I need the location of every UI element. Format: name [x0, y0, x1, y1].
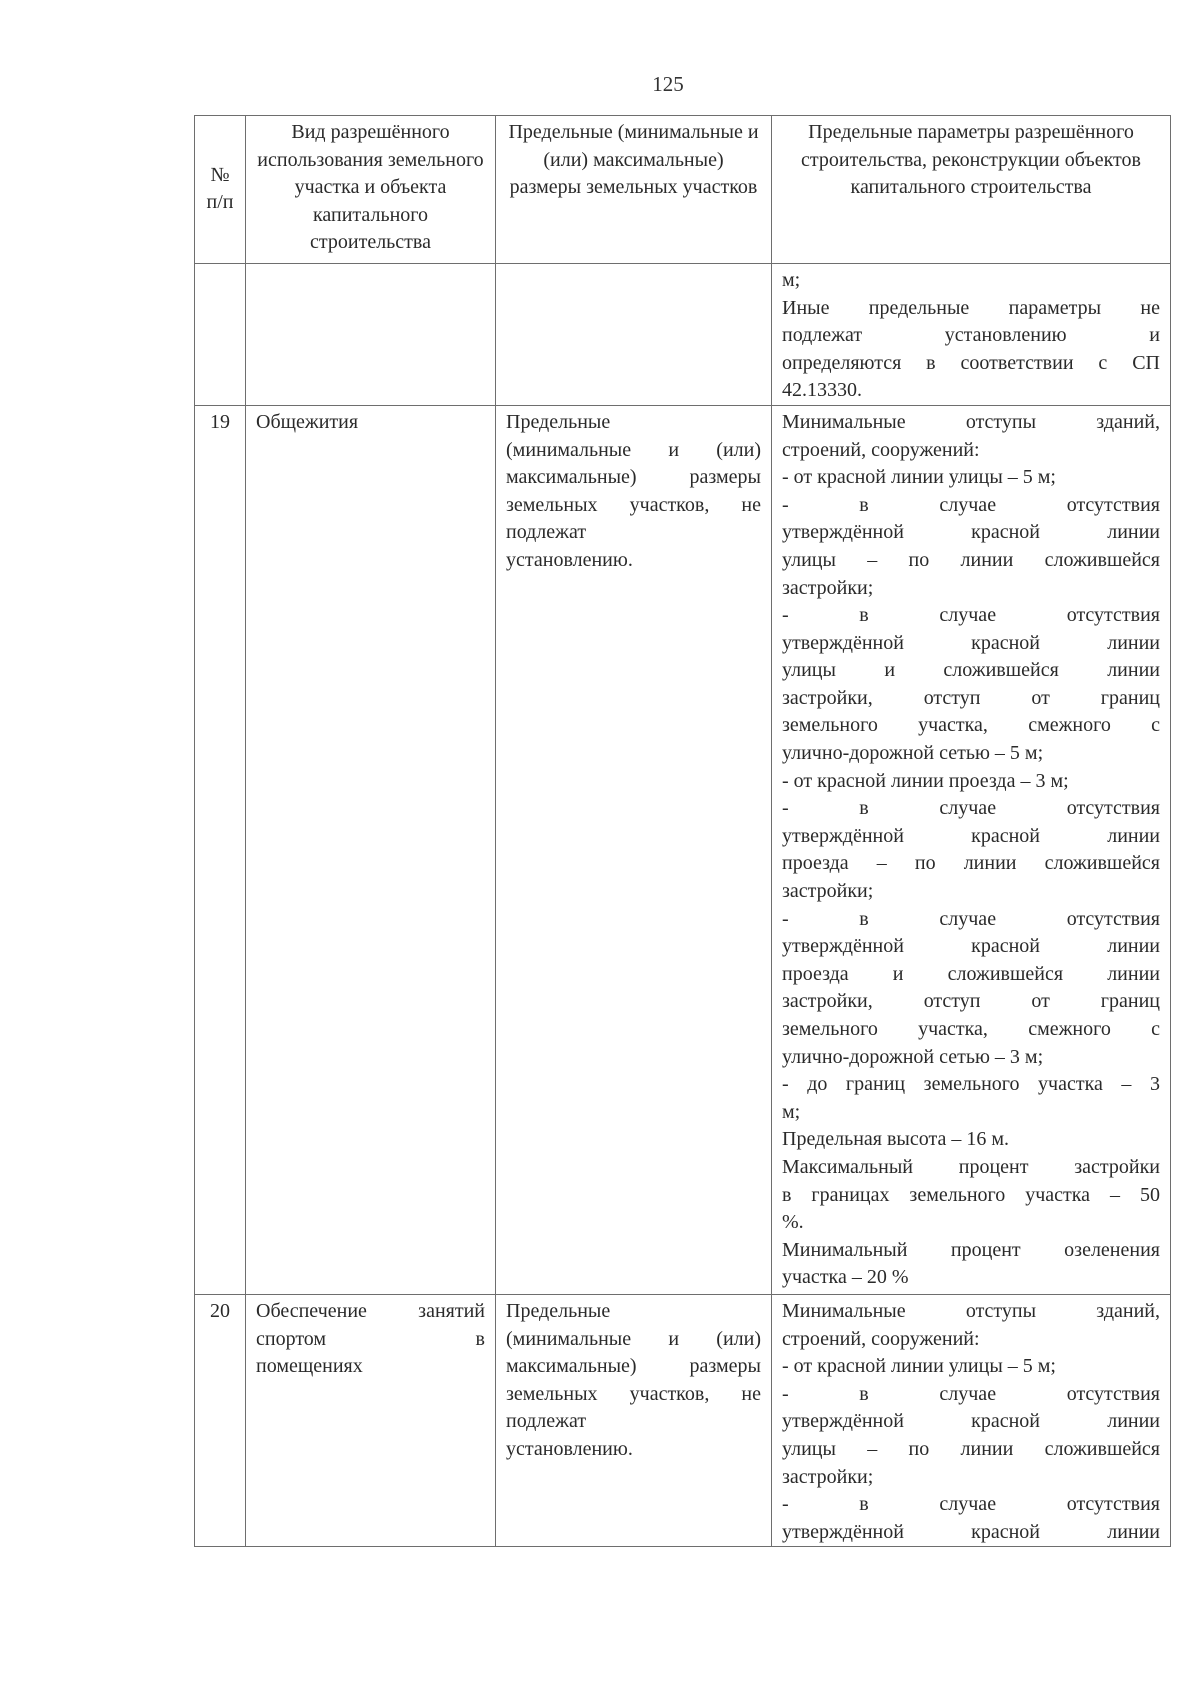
cell-text-line: (минимальные и (или)	[506, 1327, 761, 1350]
header-number-sign: №	[210, 163, 230, 186]
cell-text-line: застройки;	[782, 880, 874, 903]
cell-text-line: м;	[782, 1100, 801, 1123]
header-plot-sizes: Предельные (минимальные и (или) максимальные) размеры земельных участков	[496, 116, 772, 264]
cell-text-line: - в случае отсутствия	[782, 907, 1160, 930]
cell-text-line: - до границ земельного участка – 3	[782, 1073, 1160, 1096]
cell-text-line: м;	[782, 268, 801, 291]
table-row-continuation	[195, 263, 1171, 405]
cell-text-line: земельного участка, смежного с	[782, 714, 1160, 737]
cell-text-line: установлению.	[506, 1437, 633, 1460]
cell-text-line: Обеспечение занятий	[256, 1299, 485, 1322]
cell-text-line: улицы и сложившейся линии	[782, 659, 1160, 682]
cell-text-line: проезда – по линии сложившейся	[782, 852, 1160, 875]
page-number: 125	[652, 72, 684, 96]
cell-text-line: утверждённой красной линии	[782, 935, 1160, 958]
cell-number: 19	[195, 405, 246, 1294]
cell-text-line: утверждённой красной линии	[782, 1520, 1160, 1543]
cell-use-type: Общежития	[246, 405, 496, 1294]
cell-text-line: 42.13330.	[782, 379, 862, 402]
cell-text-line: утверждённой красной линии	[782, 521, 1160, 544]
cell-text-line: - в случае отсутствия	[782, 604, 1160, 627]
cell-text-line: - от красной линии улицы – 5 м;	[782, 466, 1056, 489]
cell-plot-sizes	[496, 405, 772, 1294]
cell-text-line: строений, сооружений:	[782, 1327, 980, 1350]
cell-text-line: максимальные) размеры	[506, 466, 761, 489]
header-use-type: Вид разрешённого использования земельного участка и объекта капитального строительства	[246, 116, 496, 264]
cell-text-line: (минимальные и (или)	[506, 438, 761, 461]
cell-text-line: - в случае отсутствия	[782, 797, 1160, 820]
cell-text-line: Предельная высота – 16 м.	[782, 1128, 1010, 1151]
cell-text-line: подлежат	[506, 521, 587, 544]
header-number	[195, 116, 246, 264]
cell-text-line: застройки;	[782, 1465, 874, 1488]
cell-text-line: в границах земельного участка – 50	[782, 1183, 1160, 1206]
cell-text-line: улично-дорожной сетью – 5 м;	[782, 742, 1044, 765]
cell-text-line: застройки;	[782, 576, 874, 599]
cell-text-line: улицы – по линии сложившейся	[782, 548, 1160, 571]
cell-text-line: - от красной линии улицы – 5 м;	[782, 1355, 1056, 1378]
cell-text-line: %.	[782, 1211, 804, 1234]
cell-text-line: улично-дорожной сетью – 3 м;	[782, 1045, 1044, 1068]
header-number-abbr: п/п	[206, 191, 234, 214]
header-parameters: Предельные параметры разрешённого строительства, реконструкции объектов капитального строительства	[772, 116, 1171, 264]
cell-text-line: строений, сооружений:	[782, 438, 980, 461]
table-header-row	[195, 116, 1171, 264]
cell-text-line: максимальные) размеры	[506, 1355, 761, 1378]
cell-text-line: Минимальные отступы зданий,	[782, 410, 1160, 433]
cell-plot-sizes	[496, 263, 772, 405]
table-row-20	[195, 1294, 1171, 1546]
table-row-19	[195, 405, 1171, 1294]
cell-text-line: проезда и сложившейся линии	[782, 962, 1160, 985]
cell-parameters	[772, 405, 1171, 1294]
cell-text-line: земельных участков, не	[506, 1382, 761, 1405]
cell-text-line: улицы – по линии сложившейся	[782, 1437, 1160, 1460]
cell-text-line: Иные предельные параметры не	[782, 296, 1160, 319]
cell-number: 20	[195, 1294, 246, 1546]
cell-use-type	[246, 1294, 496, 1546]
cell-text-line: - в случае отсутствия	[782, 493, 1160, 516]
cell-text-line: Максимальный процент застройки	[782, 1155, 1160, 1178]
cell-text-line: земельного участка, смежного с	[782, 1018, 1160, 1040]
cell-number	[195, 263, 246, 405]
cell-parameters	[772, 1294, 1171, 1546]
cell-text-line: помещениях	[256, 1355, 363, 1378]
cell-text-line: утверждённой красной линии	[782, 631, 1160, 654]
cell-plot-sizes	[496, 1294, 772, 1546]
cell-text-line: Предельные	[506, 1299, 611, 1322]
cell-text-line: участка – 20 %	[782, 1266, 909, 1289]
cell-text-line: - в случае отсутствия	[782, 1493, 1160, 1516]
cell-use-type	[246, 263, 496, 405]
cell-text-line: Предельные	[506, 410, 611, 433]
cell-parameters	[772, 263, 1171, 405]
cell-text-line: подлежат установлению и	[782, 324, 1160, 347]
cell-text-line: застройки, отступ от границ	[782, 686, 1160, 709]
cell-text-line: утверждённой красной линии	[782, 824, 1160, 847]
cell-text-line: - от красной линии проезда – 3 м;	[782, 769, 1069, 792]
cell-text-line: - в случае отсутствия	[782, 1382, 1160, 1405]
cell-text-line: определяются в соответствии с СП	[782, 351, 1160, 374]
cell-text-line: Минимальный процент озеленения	[782, 1238, 1160, 1261]
cell-text-line: спортом в	[256, 1327, 485, 1350]
cell-text-line: застройки, отступ от границ	[782, 990, 1160, 1013]
cell-text-line: Минимальные отступы зданий,	[782, 1299, 1160, 1322]
zoning-parameters-table	[194, 115, 1171, 1547]
cell-text-line: установлению.	[506, 548, 633, 571]
cell-text-line: земельных участков, не	[506, 493, 761, 516]
cell-text-line: утверждённой красной линии	[782, 1410, 1160, 1433]
cell-text-line: подлежат	[506, 1410, 587, 1433]
